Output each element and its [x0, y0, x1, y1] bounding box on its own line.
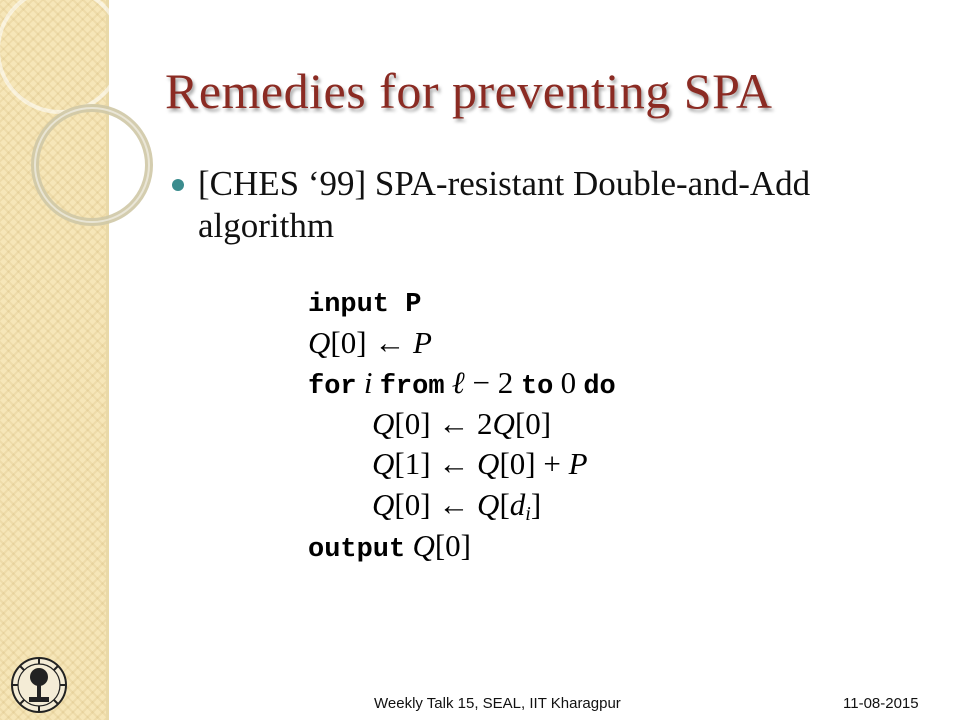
keyword-from: from	[379, 372, 445, 403]
algo-line-add	[308, 444, 616, 485]
algo-line-input	[308, 282, 616, 323]
algo-text: [0] ←	[394, 486, 478, 522]
decorative-circles	[0, 0, 180, 300]
keyword-output: output	[308, 534, 406, 565]
var-d: d	[509, 486, 526, 522]
algo-line-select	[308, 485, 616, 526]
bullet-text: [CHES ‘99] SPA-resistant Double-and-Add algorithm	[198, 164, 811, 245]
var-q: Q	[372, 405, 395, 441]
var-q: Q	[477, 446, 500, 482]
subscript-i: i	[525, 502, 531, 525]
algo-text: [1] ←	[394, 446, 478, 482]
algo-line-double	[308, 404, 616, 445]
algorithm-block	[308, 282, 616, 566]
keyword-for: for	[308, 372, 357, 403]
var-p: P	[568, 446, 588, 482]
var-p: P	[413, 324, 432, 360]
algo-text: − 2	[464, 365, 521, 401]
algo-text: [0] ←	[330, 324, 414, 360]
var-q: Q	[308, 324, 331, 360]
keyword-do: do	[583, 372, 616, 403]
algo-line-output	[308, 526, 616, 567]
footer-date: 11-08-2015	[843, 695, 919, 712]
algo-text: [0] +	[499, 446, 569, 482]
page-title: Remedies for preventing SPA	[165, 63, 773, 119]
var-q: Q	[372, 446, 395, 482]
var-q: Q	[477, 486, 500, 522]
bullet-icon	[172, 179, 184, 191]
var-l: ℓ	[451, 365, 465, 401]
keyword-to: to	[520, 372, 554, 403]
algo-text: [0] ← 2	[394, 405, 493, 441]
algo-text: ]	[530, 486, 542, 522]
algo-text: [0]	[514, 405, 552, 441]
bullet-item	[172, 163, 912, 247]
var-q: Q	[372, 486, 395, 522]
keyword-input: input P	[308, 290, 422, 320]
iit-kharagpur-logo	[9, 655, 69, 715]
algo-text: [0]	[434, 527, 472, 563]
var-q: Q	[492, 405, 515, 441]
var-i: i	[363, 365, 373, 401]
algo-line-for	[308, 363, 616, 404]
footer-text: Weekly Talk 15, SEAL, IIT Kharagpur	[374, 695, 621, 712]
algo-text: [	[499, 486, 510, 522]
algo-line-init	[308, 323, 616, 364]
algo-text: 0	[560, 365, 577, 401]
var-q: Q	[412, 527, 435, 563]
